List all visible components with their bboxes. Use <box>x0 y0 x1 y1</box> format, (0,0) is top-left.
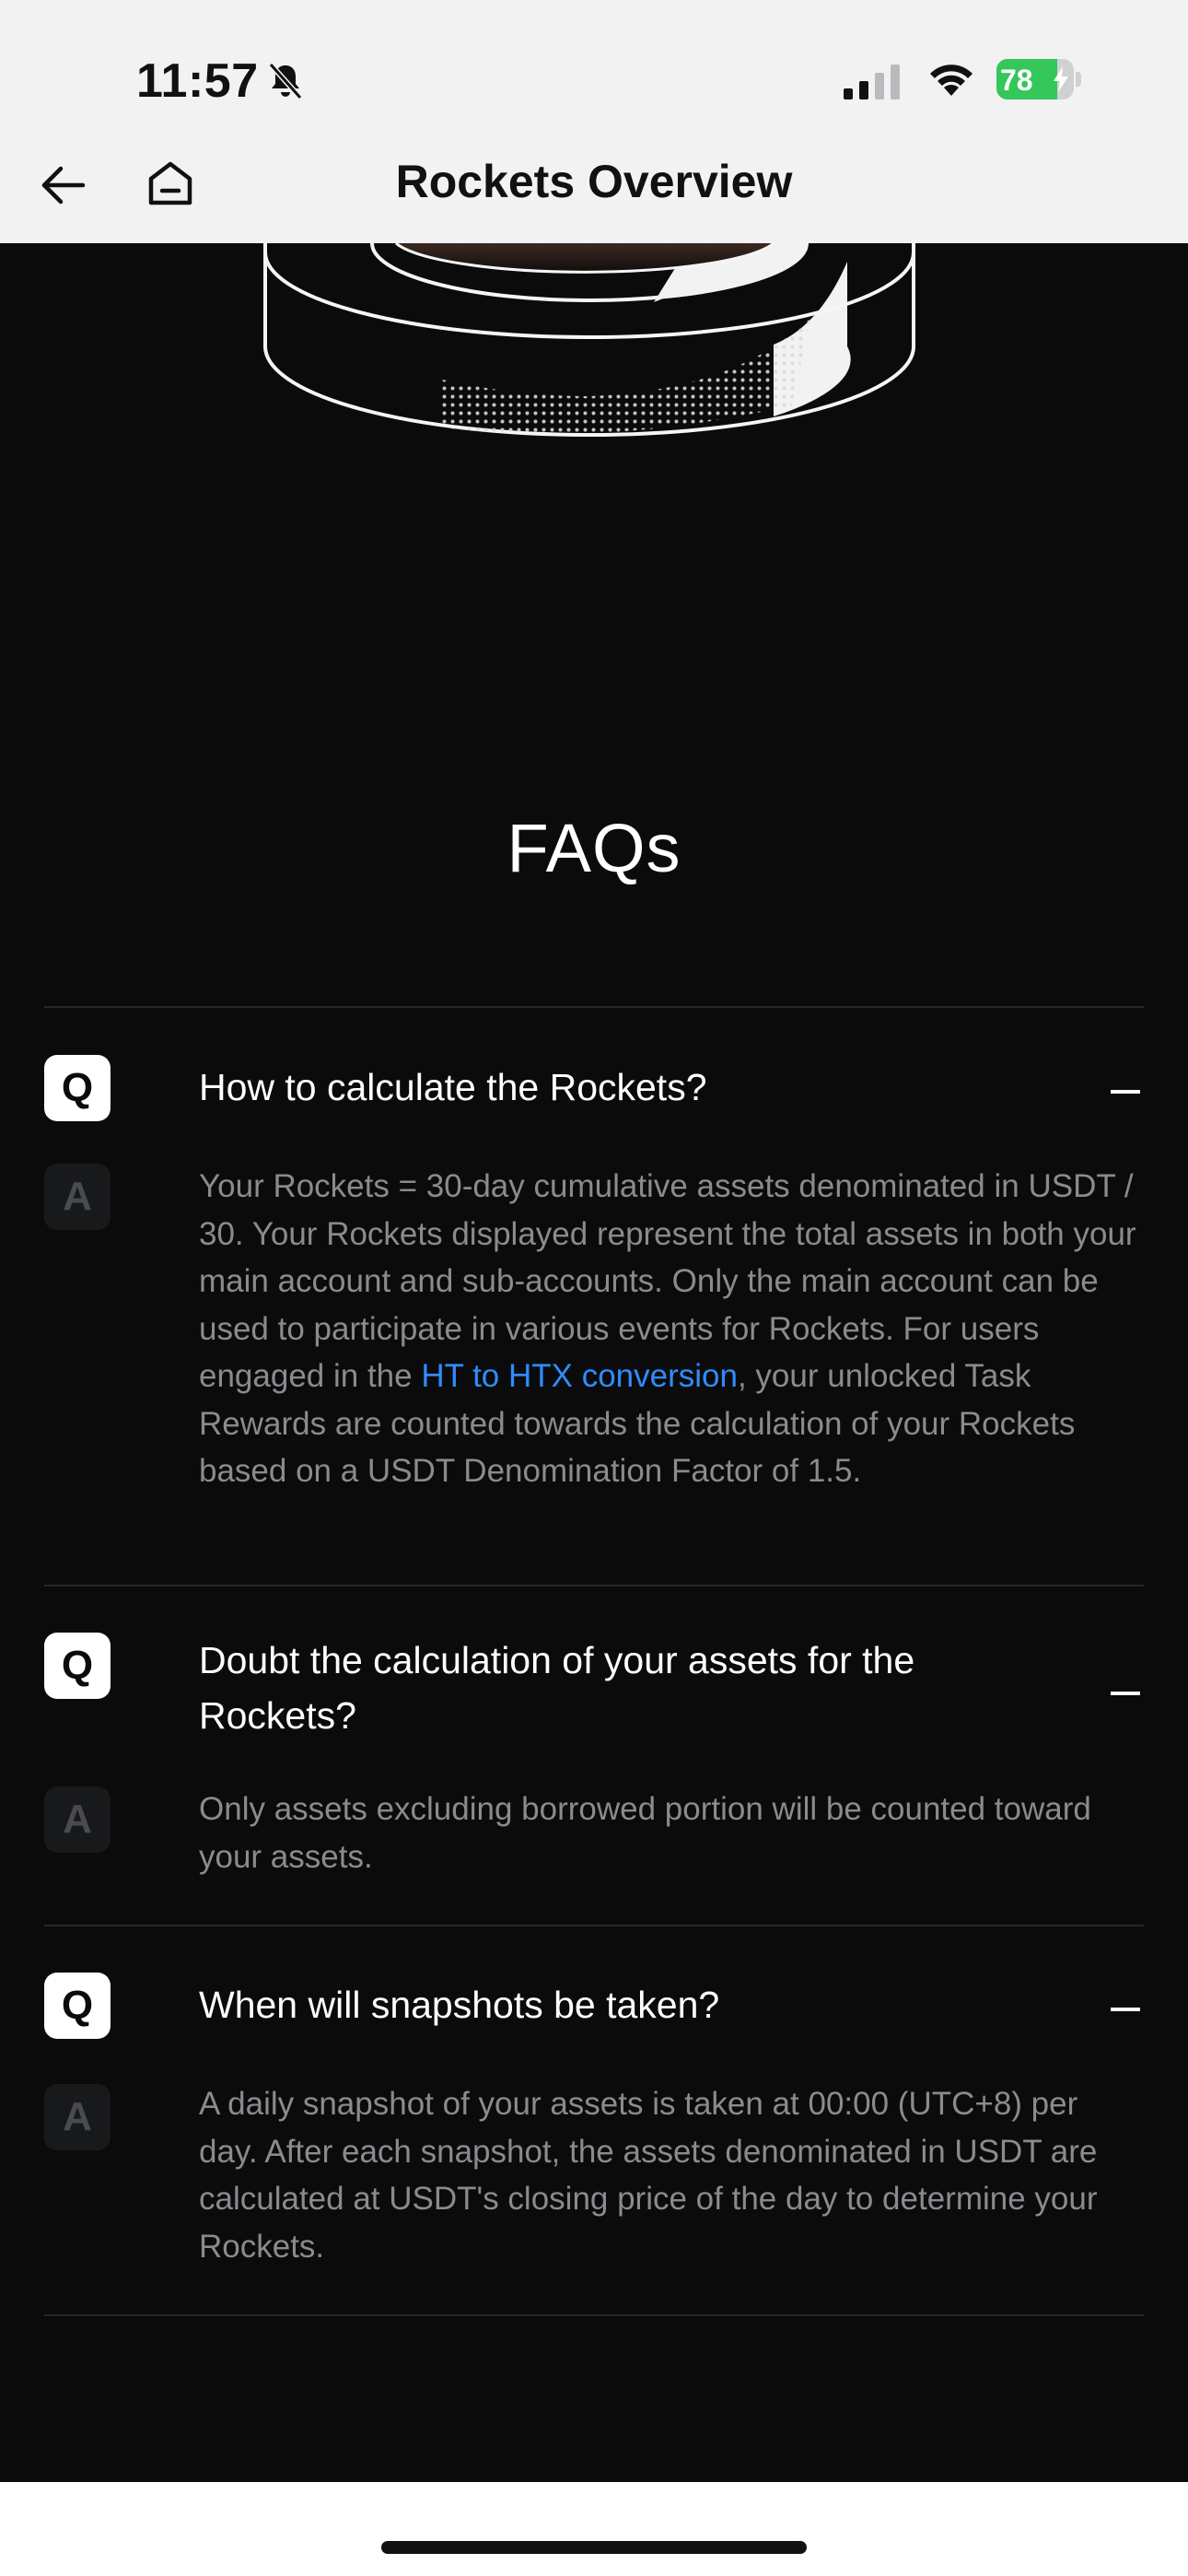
minus-icon[interactable] <box>1111 1090 1140 1094</box>
signal-icon <box>842 63 904 100</box>
faq-answer-3: A daily snapshot of your assets is taken at 00:00 (UTC+8) per day. After each snapshot, the assets denominated in USDT are calculated at USDT's closing price of the day to determine your Rockets. <box>199 2086 1098 2265</box>
answer-badge: A <box>44 1786 111 1853</box>
charging-bolt-icon <box>1052 66 1070 92</box>
minus-icon[interactable] <box>1111 2008 1140 2011</box>
battery-level: 78 <box>1000 64 1033 97</box>
faq-question-3[interactable]: When will snapshots be taken? <box>199 1984 720 2026</box>
faq-answer-1 <box>199 1163 1138 1495</box>
page-title: Rockets Overview <box>395 156 793 207</box>
bottom-safe-area <box>0 2482 1188 2576</box>
answer-badge: A <box>44 1164 111 1230</box>
rocket-platform-illustration <box>258 243 921 501</box>
status-time: 11:57 <box>136 54 259 108</box>
faq-question-1[interactable]: How to calculate the Rockets? <box>199 1066 707 1108</box>
battery-cap <box>1076 72 1081 87</box>
divider <box>44 1925 1144 1926</box>
wifi-icon <box>925 57 978 100</box>
battery-body <box>996 59 1074 100</box>
home-indicator[interactable] <box>381 2541 807 2554</box>
divider <box>44 2314 1144 2316</box>
divider <box>44 1006 1144 1008</box>
question-badge: Q <box>44 1973 111 2039</box>
question-badge: Q <box>44 1633 111 1699</box>
ht-to-htx-conversion-link[interactable]: HT to HTX conversion <box>421 1358 738 1394</box>
divider <box>44 1585 1144 1587</box>
answer-badge: A <box>44 2084 111 2150</box>
faq-answer-2: Only assets excluding borrowed portion will be counted toward your assets. <box>199 1791 1091 1875</box>
question-badge: Q <box>44 1055 111 1121</box>
answer-text: Your Rockets = 30-day cumulative assets denominated in USDT / 30. Your Rockets displayed represent the total assets in both your main account and sub-accounts. Only the main account can be used to participate in various events for Rockets. For users engaged in the <box>199 1168 1136 1394</box>
minus-icon[interactable] <box>1111 1692 1140 1695</box>
faq-question-2[interactable]: Doubt the calculation of your assets for the Rockets? <box>199 1639 915 1737</box>
answer-text: , your unlocked Task Rewards are counted towards the calculation of your Rockets based on a USDT Denomination Factor of 1.5. <box>199 1358 1076 1489</box>
bell-slash-icon <box>265 61 306 101</box>
battery-indicator <box>996 59 1081 100</box>
faq-heading: FAQs <box>507 810 681 886</box>
